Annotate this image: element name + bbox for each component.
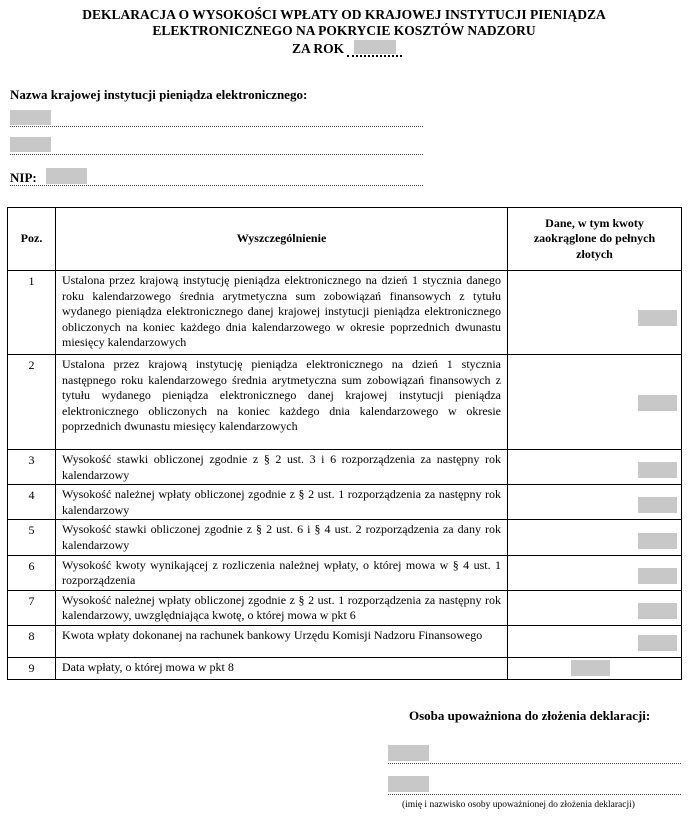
declaration-table xyxy=(7,207,682,680)
row-value-cell[interactable] xyxy=(508,657,682,679)
table-row xyxy=(8,590,682,625)
dotline-2 xyxy=(10,154,423,155)
year-label: ZA ROK xyxy=(292,41,345,56)
row-value-cell[interactable] xyxy=(508,485,682,520)
row-value-cell[interactable] xyxy=(508,625,682,657)
signature-label: Osoba upoważniona do złożenia deklaracji: xyxy=(409,708,651,723)
row-description: Wysokość należnej wpłaty obliczonej zgodnie z § 2 ust. 1 rozporządzenia za następny rok kalendarzowy xyxy=(56,485,508,520)
table-row xyxy=(8,625,682,657)
nip-field[interactable] xyxy=(46,168,87,184)
institution-name-field-1[interactable] xyxy=(10,110,51,125)
table-header-row xyxy=(8,208,682,271)
title-line-1: DEKLARACJA O WYSOKOŚCI WPŁATY OD KRAJOWEJ INSTYTUCJI PIENIĄDZA xyxy=(82,7,606,22)
signature-dotline-2 xyxy=(388,794,681,795)
value-field[interactable] xyxy=(638,395,677,411)
row-value-cell[interactable] xyxy=(508,271,682,355)
row-poz: 9 xyxy=(8,657,56,679)
signature-field-2[interactable] xyxy=(388,776,429,792)
value-field[interactable] xyxy=(638,497,677,513)
row-poz: 6 xyxy=(8,555,56,590)
table-row xyxy=(8,450,682,485)
dotline-3 xyxy=(10,185,423,186)
row-description: Wysokość stawki obliczonej zgodnie z § 2 ust. 6 i § 4 ust. 2 rozporządzenia za dany rok kalendarzowy xyxy=(56,520,508,555)
row-value-cell[interactable] xyxy=(508,520,682,555)
table-row xyxy=(8,657,682,679)
row-value-cell[interactable] xyxy=(508,450,682,485)
institution-name-field-2[interactable] xyxy=(10,137,51,152)
signature-field-1[interactable] xyxy=(388,745,429,761)
row-description: Kwota wpłaty dokonanej na rachunek bankowy Urzędu Komisji Nadzoru Finansowego xyxy=(56,625,508,657)
header-poz: Poz. xyxy=(8,208,56,271)
year-field[interactable] xyxy=(354,40,396,54)
row-value-cell[interactable] xyxy=(508,555,682,590)
row-value-cell[interactable] xyxy=(508,590,682,625)
signature-dotline-1 xyxy=(388,763,681,764)
row-description: Wysokość należnej wpłaty obliczonej zgodnie z § 2 ust. 1 rozporządzenia za następny rok kalendarzowy, uwzględniająca kwotę, o której mowa w pkt 6 xyxy=(56,590,508,625)
header-value: Dane, w tym kwoty zaokrąglone do pełnych złotych xyxy=(508,208,682,271)
row-description: Wysokość kwoty wynikającej z rozliczenia należnej wpłaty, o której mowa w § 4 ust. 1 rozporządzenia xyxy=(56,555,508,590)
signature-note: (imię i nazwisko osoby upoważnionej do złożenia deklaracji) xyxy=(402,800,635,810)
dotline-1 xyxy=(10,126,423,127)
year-dotline xyxy=(347,55,402,57)
table-row xyxy=(8,555,682,590)
row-poz: 3 xyxy=(8,450,56,485)
value-field[interactable] xyxy=(638,462,677,478)
row-description: Ustalona przez krajową instytucję pieniądza elektronicznego na dzień 1 stycznia danego roku kalendarzowego średnia arytmetyczna sum zobowiązań finansowych z tytułu wydanego pieniądza elektronicznego danej krajowej instytucji pieniądza elektronicznego obliczonych na koniec każdego dnia kalendarzowego w okresie poprzednich dwunastu miesięcy kalendarzowych xyxy=(56,271,508,355)
value-field[interactable] xyxy=(638,310,677,326)
row-poz: 1 xyxy=(8,271,56,355)
row-poz: 4 xyxy=(8,485,56,520)
value-field[interactable] xyxy=(638,635,677,651)
table-row xyxy=(8,271,682,355)
row-poz: 7 xyxy=(8,590,56,625)
row-value-cell[interactable] xyxy=(508,355,682,450)
institution-name-label: Nazwa krajowej instytucji pieniądza elektronicznego: xyxy=(10,87,308,102)
row-description: Data wpłaty, o której mowa w pkt 8 xyxy=(56,657,508,679)
row-description: Wysokość stawki obliczonej zgodnie z § 2 ust. 3 i 6 rozporządzenia za następny rok kalendarzowy xyxy=(56,450,508,485)
title-line-2: ELEKTRONICZNEGO NA POKRYCIE KOSZTÓW NADZORU xyxy=(152,23,536,38)
row-poz: 5 xyxy=(8,520,56,555)
row-poz: 2 xyxy=(8,355,56,450)
table-row xyxy=(8,485,682,520)
value-field[interactable] xyxy=(638,603,677,619)
header-description: Wyszczególnienie xyxy=(56,208,508,271)
table-row xyxy=(8,520,682,555)
nip-label: NIP: xyxy=(10,170,37,185)
date-field[interactable] xyxy=(571,660,610,676)
table-row xyxy=(8,355,682,450)
value-field[interactable] xyxy=(638,533,677,549)
value-field[interactable] xyxy=(638,568,677,584)
row-poz: 8 xyxy=(8,625,56,657)
row-description: Ustalona przez krajową instytucję pieniądza elektronicznego na dzień 1 stycznia następnego roku kalendarzowego średnia arytmetyczna sum zobowiązań finansowych z tytułu wydanego pieniądza elektronicznego danej krajowej instytucji pieniądza elektronicznego obliczonych na koniec każdego dnia kalendarzowego w okresie poprzednich dwunastu miesięcy kalendarzowych xyxy=(56,355,508,450)
